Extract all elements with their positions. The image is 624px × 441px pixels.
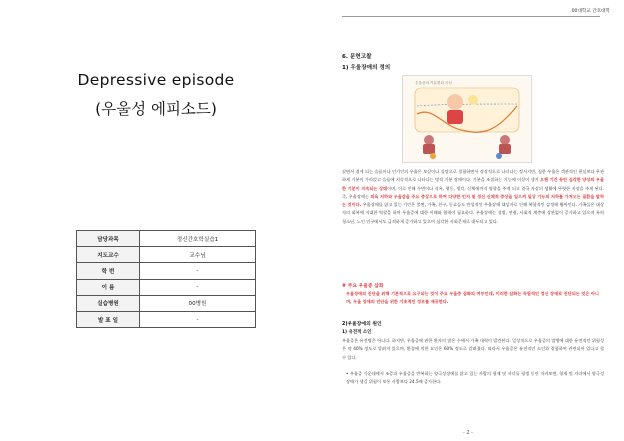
info-label: 실습병원	[77, 295, 140, 311]
definition-paragraph	[342, 168, 604, 226]
subsection-heading: 1) 우울장애의 정의	[342, 65, 391, 71]
mood-curve-illustration	[403, 76, 531, 162]
mood-curve-figure	[402, 75, 532, 163]
genetic-factor-heading: 1) 유전적 소인	[342, 330, 372, 335]
info-value: 00병원	[140, 295, 256, 311]
page-number: - 2 -	[463, 430, 473, 436]
key-episode-paragraph: 우울장애의 진단을 위해 기본적으로 요구되는 것이 주요 우울증 삽화의 여부인데, 이러한 삽화는 독립적인 정신 장애로 진단되는 것은 아니며, 우울 장애의 진단을 위한 기초적인 정보를 제공한다.	[346, 291, 599, 305]
definition-text-2: 이며, 이로 인해 수면이나 식욕, 행동, 생각, 신체에까지 영향을 주게 되고 결국 자살의 생활에 뚜렷한 지장을 주게 된다. 즉, 우울장애는	[342, 185, 605, 199]
info-value: 교수님	[140, 247, 256, 263]
info-value: -	[140, 263, 256, 279]
header-divider	[342, 16, 600, 17]
info-row	[77, 247, 256, 263]
info-row	[77, 279, 256, 295]
key-episode-heading: # 주요 우울증 삽화	[342, 284, 384, 289]
info-row	[77, 311, 256, 327]
info-label: 담당과목	[77, 231, 140, 247]
cover-title-en: Depressive episode	[77, 71, 235, 89]
definition-highlight-1: 오랜 기간 동안 심각한 양상의 우울한 기분이 지속되는 상태	[342, 177, 604, 191]
cover-info-table	[76, 230, 256, 328]
bullet-text: 우울증 가운데에서 조증과 우울증을 반복하는 양극성장애를 앓고 있는 사람의 형제 및 자녀를 평생 동안 지켜보면, 형제 및 자녀에서 양극성장애가 생길 위험이 보통 사람보다 24.5배 증가한다.	[346, 371, 604, 385]
causes-heading: 2)우울장애의 원인	[342, 322, 382, 327]
info-value: -	[140, 311, 256, 327]
cover-title-ko: (우울성 에피소드)	[95, 100, 217, 118]
info-label: 이 름	[77, 279, 140, 295]
info-row	[77, 231, 256, 247]
bullet-icon: •	[346, 371, 350, 376]
info-label: 발 표 일	[77, 311, 140, 327]
info-row	[77, 263, 256, 279]
definition-highlight-2: 의욕 저하와 우울감을 주요 증상으로 하여 다양한 인지 및 정신 신체적 증상을 일으켜 일상 기능의 저하를 가져오는 질환을 말하는 것이다.	[342, 193, 604, 208]
page-header-text: 00대학교 간호대학	[571, 9, 610, 14]
genetic-bullet	[346, 370, 604, 387]
info-row	[77, 295, 256, 311]
genetic-paragraph: 우울증은 유전병은 아니다. 하지만, 우울증에 관한 환자의 많은 수에서 가족 내력이 발견된다. 일상적으로 우울증의 발병에 대한 유전적인 위험성은 약 40% 정도로 알려져 있으며, 환경에 의한 요인은 60% 정도로 알려졌다. 따라서 우울증은 유전적인 소인과 결합하여 관련되어 있다고 할 수 있다.	[342, 338, 604, 360]
definition-text-1: 살면서 겪게 되는 슬픔이나 인기인의 우울은 보살이나 실망으로 경험하면서 정상적으로 나타나는 정서지만, 심한 우울은 객관적인 현실보다 무관하게 기분이 가라앉고 슬픔에 지속적으로 나타나는 병적 기분 장애이다. 기분을 조절하는 기능에 이상이 생겨	[342, 169, 604, 183]
definition-text-3: 우울장애를 앓고 있는 가인은 불면, 가족, 친구, 동료들도 만성적인 우울장애 대상자로 인해 복합적인 감정에 휩싸인다. 가족들은 대상자의 회복에 지대한 역할을 하며 우울증에 대한 이해와 협력이 필요하다. 우울장애는 성별, 연령, 사회적 계층에 상관없이 증가하고 있으며 특히 청소년, 노인 인구에서도 급격하게 증가하고 있으며 심각한 사회문제로 대두되고 있다.	[342, 202, 604, 224]
info-value: 정신간호학실습1	[140, 231, 256, 247]
info-value: -	[140, 279, 256, 295]
figure-caption: 우울증의 기분변화 곡선	[415, 81, 452, 85]
info-label: 학 번	[77, 263, 140, 279]
section-heading: 6. 문헌고찰	[342, 54, 372, 60]
info-label: 지도교수	[77, 247, 140, 263]
